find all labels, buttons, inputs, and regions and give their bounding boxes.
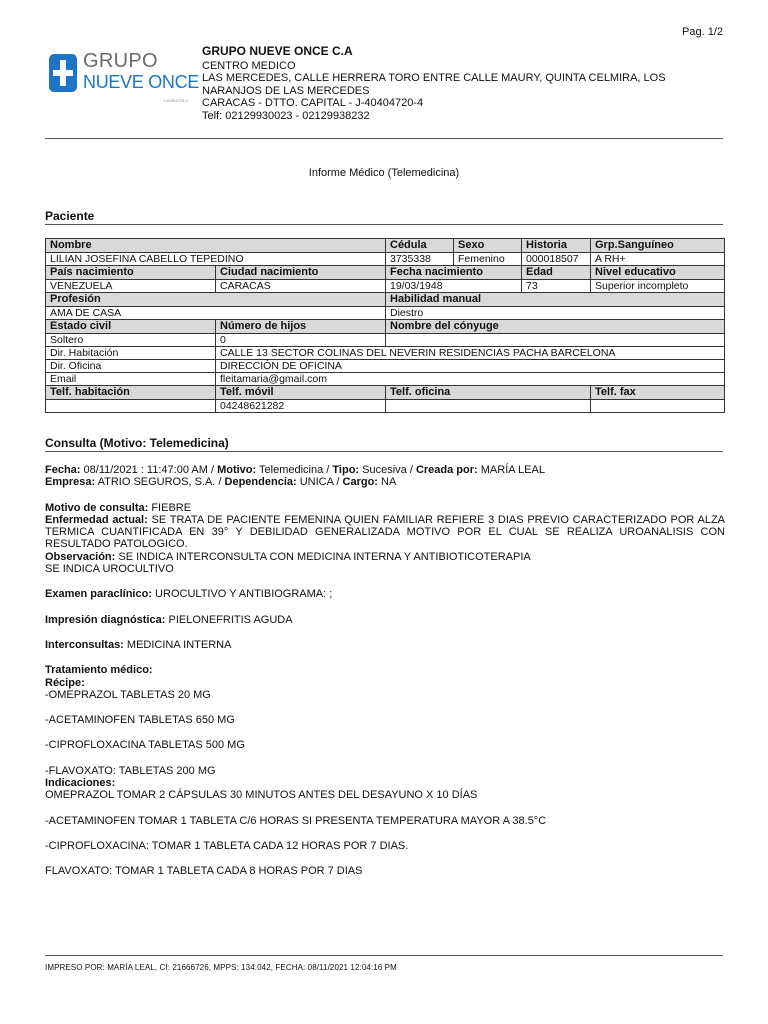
header-historia: Historia <box>522 239 591 253</box>
value-nombre: LILIAN JOSEFINA CABELLO TEPEDINO <box>46 253 386 266</box>
indicacion-item: FLAVOXATO: TOMAR 1 TABLETA CADA 8 HORAS POR 7 DIAS <box>45 865 363 878</box>
logo-rif: J-40404720-4 <box>163 98 188 103</box>
logo-text-top: GRUPO <box>83 50 158 72</box>
table-row <box>46 320 725 334</box>
footer-printed-by: IMPRESO POR: MARÍA LEAL, CI: 21666726, MPPS: 134.042, FECHA: 08/11/2021 12:04:16 PM <box>45 963 397 972</box>
impresion-line <box>45 614 725 626</box>
header-cedula: Cédula <box>386 239 454 253</box>
value-email: fleitamaria@gmail.com <box>216 373 725 386</box>
value-conyuge <box>386 334 725 347</box>
value-pais: VENEZUELA <box>46 280 216 293</box>
footer-divider <box>45 955 723 956</box>
value-enfermedad-actual: SE TRATA DE PACIENTE FEMENINA QUIEN FAMILIAR REFIERE 3 DIAS PREVIO CARACTERIZADO POR ALZA TERMICA CUANTIFICADA EN 39° Y DEBILIDAD GENERALIZADA MOTIVO POR EL CUAL SE REALIZA UROANALISIS CON RESULTADO PATOLOGICO. <box>45 513 725 551</box>
table-row <box>46 307 725 320</box>
header-nivel: Nivel educativo <box>591 266 725 280</box>
value-impresion: PIELONEFRITIS AGUDA <box>165 613 293 626</box>
label-examen: Examen paraclínico: <box>45 588 152 601</box>
header-pais: País nacimiento <box>46 266 216 280</box>
logo-text-bottom: NUEVE ONCE <box>83 72 200 92</box>
value-estado-civil: Soltero <box>46 334 216 347</box>
value-telf-habitacion <box>46 400 216 413</box>
label-empresa: Empresa: <box>45 476 96 489</box>
table-row <box>46 373 725 386</box>
company-phone: Telf: 02129930023 - 02129938232 <box>202 109 370 122</box>
label-recipe: Récipe: <box>45 676 85 689</box>
header-telf-habitacion: Telf. habitación <box>46 386 216 400</box>
company-logo <box>47 48 200 106</box>
patient-section-title: Paciente <box>45 209 95 223</box>
table-row <box>46 239 725 253</box>
value-motivo-consulta: FIEBRE <box>148 501 192 514</box>
label-interconsultas: Interconsultas: <box>45 638 124 651</box>
report-title: Informe Médico (Telemedicina) <box>308 167 460 179</box>
table-row <box>46 293 725 307</box>
label-observacion: Observación: <box>45 550 116 563</box>
header-telf-movil: Telf. móvil <box>216 386 386 400</box>
label-motivo-consulta: Motivo de consulta: <box>45 501 149 514</box>
value-historia: 000018507 <box>522 253 591 266</box>
table-row <box>46 400 725 413</box>
value-dependencia: UNICA / <box>296 476 343 489</box>
value-tipo: Sucesiva / <box>359 464 416 476</box>
tratamiento-label <box>45 664 725 676</box>
value-interconsultas: MEDICINA INTERNA <box>123 638 232 651</box>
header-ciudad: Ciudad nacimiento <box>216 266 386 280</box>
value-telf-movil: 04248621282 <box>216 400 386 413</box>
motivo-consulta-line <box>45 502 725 514</box>
consulta-section-title: Consulta (Motivo: Telemedicina) <box>45 436 229 450</box>
table-row <box>46 266 725 280</box>
enfermedad-actual-line <box>45 514 725 551</box>
value-motivo: Telemedicina / <box>256 464 333 476</box>
company-name: GRUPO NUEVE ONCE C.A <box>202 44 353 58</box>
header-fecha-nacimiento: Fecha nacimiento <box>386 266 522 280</box>
header-divider <box>45 138 723 139</box>
label-motivo: Motivo: <box>217 464 257 476</box>
indicaciones-label <box>45 777 725 789</box>
consulta-divider <box>45 451 723 452</box>
header-telf-fax: Telf. fax <box>591 386 725 400</box>
value-habilidad: Diestro <box>386 307 725 320</box>
value-observacion: SE INDICA INTERCONSULTA CON MEDICINA INTERNA Y ANTIBIOTICOTERAPIA <box>115 550 531 563</box>
header-profesion: Profesión <box>46 293 386 307</box>
value-cargo: NA <box>377 476 397 489</box>
label-fecha: Fecha: <box>45 464 81 476</box>
label-tipo: Tipo: <box>332 464 360 476</box>
label-indicaciones: Indicaciones: <box>45 777 116 790</box>
value-grupo-sanguineo: A RH+ <box>591 253 725 266</box>
value-cedula: 3735338 <box>386 253 454 266</box>
value-hijos: 0 <box>216 334 386 347</box>
recipe-item: -OMEPRAZOL TABLETAS 20 MG <box>45 688 211 701</box>
table-row <box>46 334 725 347</box>
interconsultas-line <box>45 639 725 651</box>
company-line: CENTRO MEDICO <box>202 59 296 72</box>
indicacion-item: OMEPRAZOL TOMAR 2 CÁPSULAS 30 MINUTOS ANTES DEL DESAYUNO X 10 DÍAS <box>45 789 478 802</box>
label-dir-habitacion: Dir. Habitación <box>46 347 216 360</box>
header-grupo-sanguineo: Grp.Sanguíneo <box>591 239 725 253</box>
company-info <box>202 45 726 122</box>
consulta-body <box>45 464 725 878</box>
value-ciudad: CARACAS <box>216 280 386 293</box>
table-row <box>46 347 725 360</box>
header-telf-oficina: Telf. oficina <box>386 386 591 400</box>
recipe-item: -FLAVOXATO: TABLETAS 200 MG <box>45 764 216 777</box>
header-nombre: Nombre <box>46 239 386 253</box>
observacion-line-2: SE INDICA UROCULTIVO <box>45 563 174 576</box>
examen-line <box>45 588 725 600</box>
label-dir-oficina: Dir. Oficina <box>46 360 216 373</box>
value-fecha: 08/11/2021 : 11:47:00 AM / <box>80 464 218 476</box>
label-dependencia: Dependencia: <box>224 476 297 489</box>
value-edad: 73 <box>522 280 591 293</box>
company-address: LAS MERCEDES, CALLE HERRERA TORO ENTRE CALLE MAURY, QUINTA CELMIRA, LOS NARANJOS DE LAS MERCEDES <box>202 72 666 97</box>
recipe-label <box>45 677 725 689</box>
label-cargo: Cargo: <box>342 476 378 489</box>
page-number: Pag. 1/2 <box>682 26 723 38</box>
label-tratamiento: Tratamiento médico: <box>45 664 153 677</box>
label-impresion: Impresión diagnóstica: <box>45 613 166 626</box>
header-conyuge: Nombre del cónyuge <box>386 320 725 334</box>
consulta-meta-line <box>45 464 725 476</box>
table-row <box>46 360 725 373</box>
value-nivel: Superior incompleto <box>591 280 725 293</box>
value-fecha-nacimiento: 19/03/1948 <box>386 280 522 293</box>
header-sexo: Sexo <box>454 239 522 253</box>
patient-divider <box>45 224 723 225</box>
table-row <box>46 386 725 400</box>
indicacion-item: -ACETAMINOFEN TOMAR 1 TABLETA C/6 HORAS SI PRESENTA TEMPERATURA MAYOR A 38.5°C <box>45 814 547 827</box>
header-hijos: Número de hijos <box>216 320 386 334</box>
value-examen: UROCULTIVO Y ANTIBIOGRAMA: ; <box>152 588 333 601</box>
label-enfermedad-actual: Enfermedad actual: <box>45 513 148 526</box>
header-habilidad: Habilidad manual <box>386 293 725 307</box>
value-telf-oficina <box>386 400 591 413</box>
label-email: Email <box>46 373 216 386</box>
header-estado-civil: Estado civil <box>46 320 216 334</box>
table-row <box>46 253 725 266</box>
value-dir-habitacion: CALLE 13 SECTOR COLINAS DEL NEVERIN RESIDENCIAS PACHA BARCELONA <box>216 347 725 360</box>
value-profesion: AMA DE CASA <box>46 307 386 320</box>
value-creada-por: MARÍA LEAL <box>477 464 545 476</box>
recipe-item: -CIPROFLOXACINA TABLETAS 500 MG <box>45 739 245 752</box>
value-dir-oficina: DIRECCIÓN DE OFICINA <box>216 360 725 373</box>
observacion-line <box>45 551 725 563</box>
value-telf-fax <box>591 400 725 413</box>
table-row <box>46 280 725 293</box>
value-empresa: ATRIO SEGUROS, S.A. / <box>95 476 225 489</box>
value-sexo: Femenino <box>454 253 522 266</box>
patient-table <box>45 238 725 413</box>
recipe-item: -ACETAMINOFEN TABLETAS 650 MG <box>45 714 235 727</box>
indicacion-item: -CIPROFLOXACINA: TOMAR 1 TABLETA CADA 12 HORAS POR 7 DIAS. <box>45 839 409 852</box>
consulta-empresa-line <box>45 476 725 488</box>
header-edad: Edad <box>522 266 591 280</box>
label-creada-por: Creada por: <box>415 464 478 476</box>
company-city: CARACAS - DTTO. CAPITAL - J-40404720-4 <box>202 97 424 109</box>
